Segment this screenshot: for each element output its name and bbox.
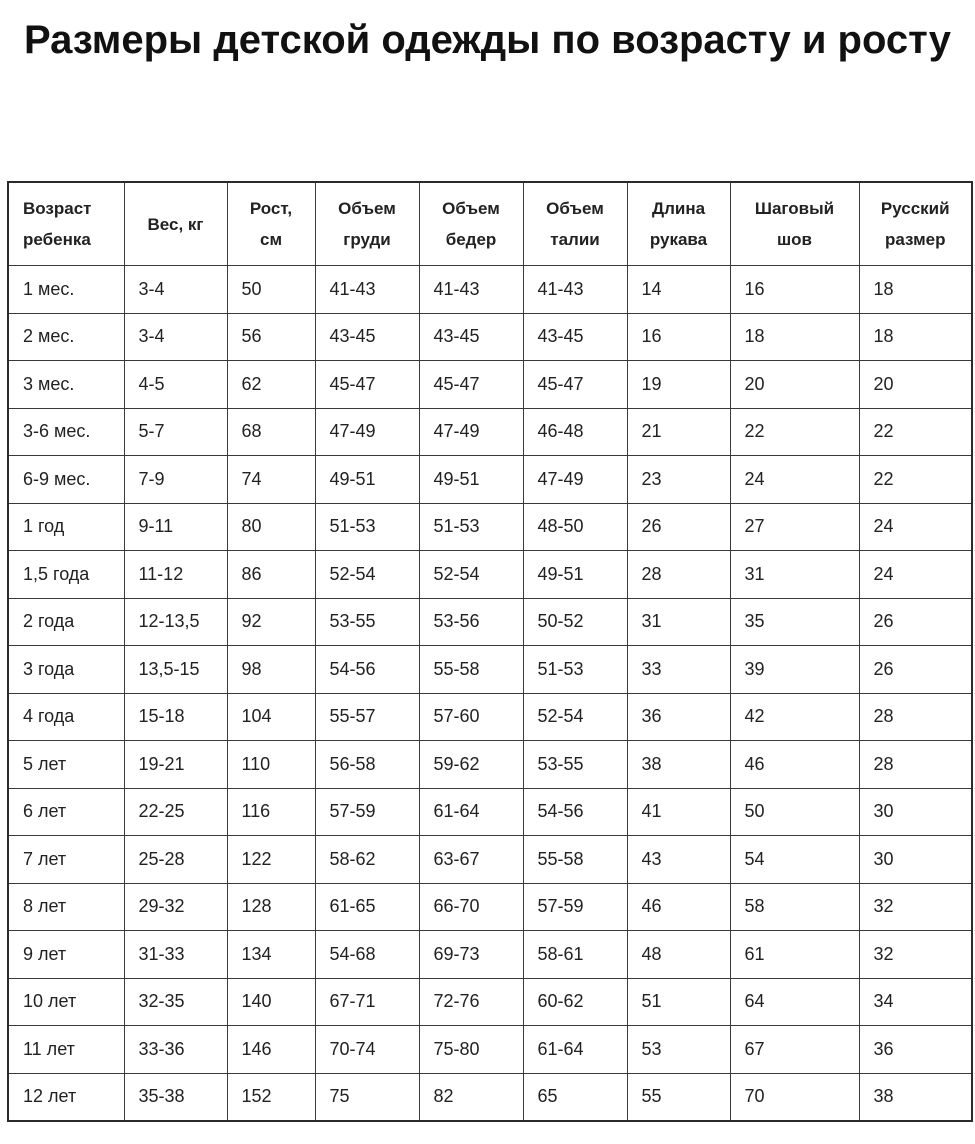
table-cell-sleeve: 31: [627, 598, 730, 646]
table-cell-ru-size: 28: [859, 741, 972, 789]
table-cell-weight: 5-7: [124, 408, 227, 456]
table-cell-waist: 46-48: [523, 408, 627, 456]
table-cell-hips: 51-53: [419, 503, 523, 551]
table-cell-age: 6 лет: [8, 788, 124, 836]
table-cell-chest: 67-71: [315, 978, 419, 1026]
column-header-line: Объем: [338, 199, 396, 218]
table-cell-weight: 11-12: [124, 551, 227, 599]
table-cell-height: 104: [227, 693, 315, 741]
table-cell-hips: 57-60: [419, 693, 523, 741]
page-title-text: Размеры детской одежды по возрасту и росту: [24, 18, 951, 62]
column-header-line: рукава: [649, 230, 708, 249]
table-cell-sleeve: 46: [627, 883, 730, 931]
column-header-chest: [315, 182, 419, 266]
table-cell-waist: 58-61: [523, 931, 627, 979]
table-cell-waist: 49-51: [523, 551, 627, 599]
page-title: [0, 16, 975, 64]
table-cell-sleeve: 48: [627, 931, 730, 979]
table-cell-waist: 41-43: [523, 266, 627, 314]
table-cell-age: 3 мес.: [8, 361, 124, 409]
table-cell-sleeve: 21: [627, 408, 730, 456]
table-cell-ru-size: 18: [859, 266, 972, 314]
column-header-line: груди: [343, 230, 391, 249]
table-cell-waist: 52-54: [523, 693, 627, 741]
table-cell-waist: 50-52: [523, 598, 627, 646]
table-cell-chest: 54-56: [315, 646, 419, 694]
table-cell-sleeve: 19: [627, 361, 730, 409]
column-header-line: Объем: [442, 199, 500, 218]
table-cell-inseam: 67: [730, 1026, 859, 1074]
table-cell-hips: 47-49: [419, 408, 523, 456]
table-cell-height: 86: [227, 551, 315, 599]
column-header-line: Длина: [651, 199, 706, 218]
table-cell-waist: 57-59: [523, 883, 627, 931]
table-cell-waist: 47-49: [523, 456, 627, 504]
table-cell-height: 146: [227, 1026, 315, 1074]
table-row: [8, 598, 972, 646]
table-cell-ru-size: 34: [859, 978, 972, 1026]
table-cell-inseam: 16: [730, 266, 859, 314]
table-cell-inseam: 50: [730, 788, 859, 836]
column-header-line: Вес, кг: [147, 214, 204, 234]
table-cell-weight: 35-38: [124, 1073, 227, 1121]
table-row: [8, 551, 972, 599]
table-cell-hips: 59-62: [419, 741, 523, 789]
table-cell-age: 4 года: [8, 693, 124, 741]
table-cell-height: 68: [227, 408, 315, 456]
column-header-sleeve: [627, 182, 730, 266]
table-row: [8, 788, 972, 836]
column-header-line: Русский: [880, 199, 950, 218]
table-cell-age: 5 лет: [8, 741, 124, 789]
table-row: [8, 503, 972, 551]
table-cell-hips: 72-76: [419, 978, 523, 1026]
table-cell-inseam: 31: [730, 551, 859, 599]
table-row: [8, 931, 972, 979]
table-cell-ru-size: 26: [859, 598, 972, 646]
column-header-line: талии: [550, 230, 600, 249]
table-cell-sleeve: 26: [627, 503, 730, 551]
table-cell-ru-size: 22: [859, 408, 972, 456]
table-cell-chest: 53-55: [315, 598, 419, 646]
table-cell-inseam: 20: [730, 361, 859, 409]
table-cell-waist: 48-50: [523, 503, 627, 551]
table-row: [8, 313, 972, 361]
table-cell-ru-size: 24: [859, 551, 972, 599]
table-cell-waist: 53-55: [523, 741, 627, 789]
table-row: [8, 978, 972, 1026]
column-header-inseam: [730, 182, 859, 266]
table-cell-chest: 51-53: [315, 503, 419, 551]
table-cell-ru-size: 32: [859, 883, 972, 931]
table-row: [8, 836, 972, 884]
table-cell-hips: 41-43: [419, 266, 523, 314]
table-cell-weight: 7-9: [124, 456, 227, 504]
table-cell-sleeve: 43: [627, 836, 730, 884]
table-cell-waist: 45-47: [523, 361, 627, 409]
table-cell-ru-size: 28: [859, 693, 972, 741]
table-row: [8, 408, 972, 456]
table-header: [8, 182, 972, 266]
table-cell-sleeve: 38: [627, 741, 730, 789]
table-cell-ru-size: 36: [859, 1026, 972, 1074]
table-cell-inseam: 61: [730, 931, 859, 979]
table-cell-chest: 52-54: [315, 551, 419, 599]
table-cell-waist: 61-64: [523, 1026, 627, 1074]
table-cell-sleeve: 51: [627, 978, 730, 1026]
table-row: [8, 741, 972, 789]
table-cell-hips: 63-67: [419, 836, 523, 884]
table-row: [8, 1073, 972, 1121]
column-header-line: ребенка: [23, 230, 91, 249]
table-cell-inseam: 39: [730, 646, 859, 694]
table-cell-weight: 25-28: [124, 836, 227, 884]
table-cell-weight: 12-13,5: [124, 598, 227, 646]
column-header-line: Рост,: [249, 199, 293, 218]
table-cell-hips: 53-56: [419, 598, 523, 646]
table-cell-hips: 49-51: [419, 456, 523, 504]
table-cell-weight: 3-4: [124, 313, 227, 361]
table-row: [8, 693, 972, 741]
table-cell-chest: 47-49: [315, 408, 419, 456]
table-cell-hips: 45-47: [419, 361, 523, 409]
table-cell-inseam: 24: [730, 456, 859, 504]
table-cell-height: 92: [227, 598, 315, 646]
table-row: [8, 883, 972, 931]
table-cell-hips: 52-54: [419, 551, 523, 599]
table-row: [8, 361, 972, 409]
table-cell-chest: 43-45: [315, 313, 419, 361]
table-cell-inseam: 54: [730, 836, 859, 884]
table-cell-hips: 69-73: [419, 931, 523, 979]
table-cell-chest: 49-51: [315, 456, 419, 504]
table-cell-waist: 65: [523, 1073, 627, 1121]
table-cell-height: 128: [227, 883, 315, 931]
table-cell-ru-size: 30: [859, 836, 972, 884]
table-cell-age: 2 года: [8, 598, 124, 646]
table-cell-ru-size: 18: [859, 313, 972, 361]
table-cell-chest: 70-74: [315, 1026, 419, 1074]
table-cell-inseam: 35: [730, 598, 859, 646]
table-cell-height: 116: [227, 788, 315, 836]
table-cell-height: 74: [227, 456, 315, 504]
table-cell-ru-size: 22: [859, 456, 972, 504]
table-cell-chest: 61-65: [315, 883, 419, 931]
table-row: [8, 1026, 972, 1074]
table-cell-waist: 55-58: [523, 836, 627, 884]
table-cell-weight: 31-33: [124, 931, 227, 979]
table-cell-age: 11 лет: [8, 1026, 124, 1074]
table-cell-sleeve: 53: [627, 1026, 730, 1074]
table-cell-ru-size: 38: [859, 1073, 972, 1121]
table-cell-ru-size: 26: [859, 646, 972, 694]
column-header-hips: [419, 182, 523, 266]
table-cell-inseam: 64: [730, 978, 859, 1026]
table-row: [8, 646, 972, 694]
table-cell-ru-size: 24: [859, 503, 972, 551]
table-cell-hips: 55-58: [419, 646, 523, 694]
table-cell-chest: 57-59: [315, 788, 419, 836]
table-cell-chest: 54-68: [315, 931, 419, 979]
table-cell-sleeve: 16: [627, 313, 730, 361]
table-cell-age: 12 лет: [8, 1073, 124, 1121]
table-cell-age: 9 лет: [8, 931, 124, 979]
table-cell-inseam: 42: [730, 693, 859, 741]
header-row: [8, 182, 972, 266]
column-header-line: бедер: [445, 230, 497, 249]
table-cell-inseam: 46: [730, 741, 859, 789]
table-cell-inseam: 18: [730, 313, 859, 361]
table-cell-sleeve: 36: [627, 693, 730, 741]
table-cell-hips: 66-70: [419, 883, 523, 931]
table-cell-age: 1 мес.: [8, 266, 124, 314]
table-cell-chest: 58-62: [315, 836, 419, 884]
table-cell-inseam: 27: [730, 503, 859, 551]
column-header-line: Объем: [546, 199, 604, 218]
table-cell-age: 6-9 мес.: [8, 456, 124, 504]
table-cell-inseam: 22: [730, 408, 859, 456]
table-cell-height: 122: [227, 836, 315, 884]
table-cell-age: 2 мес.: [8, 313, 124, 361]
table-cell-age: 7 лет: [8, 836, 124, 884]
table-cell-height: 62: [227, 361, 315, 409]
table-cell-age: 1 год: [8, 503, 124, 551]
size-table: [7, 181, 973, 1122]
table-cell-height: 56: [227, 313, 315, 361]
table-cell-sleeve: 41: [627, 788, 730, 836]
table-cell-weight: 19-21: [124, 741, 227, 789]
table-cell-ru-size: 32: [859, 931, 972, 979]
table-cell-chest: 55-57: [315, 693, 419, 741]
table-cell-hips: 43-45: [419, 313, 523, 361]
table-cell-inseam: 70: [730, 1073, 859, 1121]
table-cell-weight: 29-32: [124, 883, 227, 931]
table-cell-height: 134: [227, 931, 315, 979]
table-cell-sleeve: 14: [627, 266, 730, 314]
table-body: [8, 266, 972, 1122]
table-cell-height: 152: [227, 1073, 315, 1121]
table-cell-height: 98: [227, 646, 315, 694]
table-cell-waist: 51-53: [523, 646, 627, 694]
table-cell-sleeve: 28: [627, 551, 730, 599]
table-cell-age: 10 лет: [8, 978, 124, 1026]
table-cell-sleeve: 33: [627, 646, 730, 694]
table-cell-height: 140: [227, 978, 315, 1026]
table-cell-hips: 82: [419, 1073, 523, 1121]
table-cell-chest: 56-58: [315, 741, 419, 789]
table-row: [8, 266, 972, 314]
table-cell-age: 8 лет: [8, 883, 124, 931]
table-cell-waist: 60-62: [523, 978, 627, 1026]
table-cell-weight: 13,5-15: [124, 646, 227, 694]
column-header-age: [8, 182, 124, 266]
table-cell-chest: 75: [315, 1073, 419, 1121]
column-header-weight: [124, 182, 227, 266]
table-cell-ru-size: 20: [859, 361, 972, 409]
table-cell-hips: 75-80: [419, 1026, 523, 1074]
table-cell-waist: 54-56: [523, 788, 627, 836]
table-cell-age: 3-6 мес.: [8, 408, 124, 456]
column-header-line: шов: [776, 230, 812, 249]
table-cell-age: 1,5 года: [8, 551, 124, 599]
column-header-line: см: [259, 230, 283, 249]
column-header-line: Возраст: [23, 199, 92, 218]
table-cell-weight: 33-36: [124, 1026, 227, 1074]
column-header-height: [227, 182, 315, 266]
table-cell-height: 80: [227, 503, 315, 551]
table-cell-ru-size: 30: [859, 788, 972, 836]
table-cell-weight: 15-18: [124, 693, 227, 741]
table-row: [8, 456, 972, 504]
table-cell-chest: 45-47: [315, 361, 419, 409]
table-cell-hips: 61-64: [419, 788, 523, 836]
table-cell-chest: 41-43: [315, 266, 419, 314]
column-header-waist: [523, 182, 627, 266]
table-cell-weight: 9-11: [124, 503, 227, 551]
column-header-line: Шаговый: [754, 199, 835, 218]
table-cell-weight: 22-25: [124, 788, 227, 836]
table-cell-height: 50: [227, 266, 315, 314]
table-cell-weight: 4-5: [124, 361, 227, 409]
table-cell-weight: 3-4: [124, 266, 227, 314]
table-cell-height: 110: [227, 741, 315, 789]
table-cell-sleeve: 23: [627, 456, 730, 504]
column-header-ru-size: [859, 182, 972, 266]
table-cell-sleeve: 55: [627, 1073, 730, 1121]
table-cell-waist: 43-45: [523, 313, 627, 361]
column-header-line: размер: [885, 230, 946, 249]
table-cell-inseam: 58: [730, 883, 859, 931]
table-cell-age: 3 года: [8, 646, 124, 694]
table-cell-weight: 32-35: [124, 978, 227, 1026]
